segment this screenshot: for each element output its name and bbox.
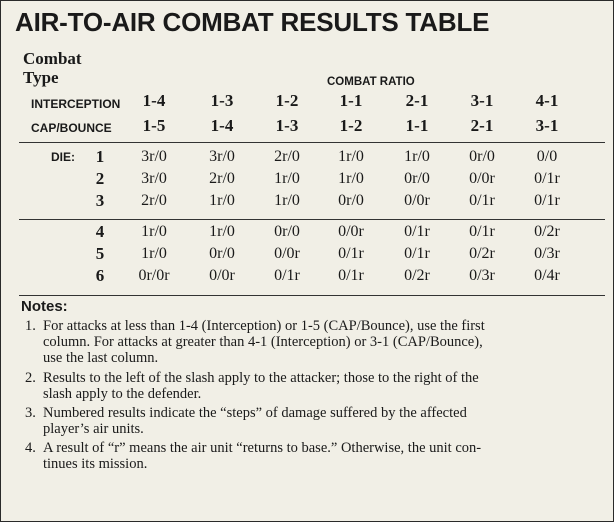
result-cell: 0/1r: [469, 223, 495, 240]
note-line: slash apply to the defender.: [43, 386, 202, 402]
note-text: [43, 440, 591, 472]
note-item: [25, 370, 591, 402]
combat-type-line-1: Combat: [23, 49, 82, 68]
result-cell: 0/0r: [274, 245, 300, 262]
result-cell: 0/2r: [534, 223, 560, 240]
cap-bounce-ratio: 1-5: [142, 116, 166, 135]
combat-type-line-2: Type: [23, 68, 59, 87]
header-divider: [19, 142, 605, 143]
interception-ratio: 1-1: [339, 91, 363, 110]
notes-divider: [19, 295, 605, 296]
die-number: 2: [95, 169, 105, 188]
table-title: AIR-TO-AIR COMBAT RESULTS TABLE: [15, 7, 490, 37]
cap-bounce-label: CAP/BOUNCE: [31, 121, 112, 135]
result-cell: 0/1r: [404, 245, 430, 262]
note-line: column. For attacks at greater than 4-1 (Interception) or 3-1 (CAP/Bounce),: [43, 334, 483, 350]
result-cell: 1r/0: [404, 148, 430, 165]
result-cell: 2r/0: [141, 192, 167, 209]
result-cell: 1r/0: [338, 148, 364, 165]
note-item: [25, 440, 591, 472]
notes-title: Notes:: [21, 298, 68, 315]
note-item: [25, 405, 591, 437]
note-line: For attacks at less than 1-4 (Interception) or 1-5 (CAP/Bounce), use the first: [43, 318, 485, 334]
die-label: DIE:: [51, 150, 75, 164]
result-cell: 0/1r: [404, 223, 430, 240]
result-cell: 0r/0: [338, 192, 364, 209]
result-cell: 0/1r: [274, 267, 300, 284]
cap-bounce-ratio: 1-1: [405, 116, 429, 135]
note-line: use the last column.: [43, 350, 159, 366]
note-line: Numbered results indicate the “steps” of damage suffered by the affected: [43, 405, 467, 421]
result-cell: 0/1r: [534, 192, 560, 209]
interception-ratio: 3-1: [470, 91, 494, 110]
result-cell: 1r/0: [141, 245, 167, 262]
note-text: [43, 405, 591, 437]
note-line: Results to the left of the slash apply to the attacker; those to the right of the: [43, 370, 479, 386]
cap-bounce-ratio: 3-1: [535, 116, 559, 135]
result-cell: 0/3r: [469, 267, 495, 284]
result-cell: 0/1r: [534, 170, 560, 187]
result-cell: 0r/0: [404, 170, 430, 187]
result-cell: 0r/0: [469, 148, 495, 165]
result-cell: 0/1r: [338, 245, 364, 262]
result-cell: 1r/0: [209, 192, 235, 209]
die-number: 1: [95, 147, 105, 166]
note-text: [43, 318, 591, 366]
note-number: 4.: [25, 440, 36, 456]
result-cell: 1r/0: [274, 170, 300, 187]
result-cell: 1r/0: [338, 170, 364, 187]
cap-bounce-ratio: 2-1: [470, 116, 494, 135]
die-number: 5: [95, 244, 105, 263]
result-cell: 2r/0: [274, 148, 300, 165]
result-cell: 2r/0: [209, 170, 235, 187]
interception-ratio: 1-2: [275, 91, 299, 110]
note-line: player’s air units.: [43, 421, 144, 437]
result-cell: 0/2r: [469, 245, 495, 262]
interception-ratio: 1-4: [142, 91, 166, 110]
interception-ratio: 1-3: [210, 91, 234, 110]
result-cell: 0/4r: [534, 267, 560, 284]
result-cell: 3r/0: [141, 170, 167, 187]
result-cell: 1r/0: [274, 192, 300, 209]
combat-type-label: [23, 49, 82, 87]
die-number: 3: [95, 191, 105, 210]
result-cell: 0/3r: [534, 245, 560, 262]
die-number: 6: [95, 266, 105, 285]
result-cell: 0r/0r: [138, 267, 170, 284]
result-cell: 0/1r: [469, 192, 495, 209]
result-cell: 0r/0: [209, 245, 235, 262]
note-line: tinues its mission.: [43, 456, 148, 472]
cap-bounce-ratio: 1-4: [210, 116, 234, 135]
result-cell: 0r/0: [274, 223, 300, 240]
result-cell: 0/0r: [469, 170, 495, 187]
result-cell: 3r/0: [141, 148, 167, 165]
interception-label: INTERCEPTION: [31, 97, 121, 111]
cap-bounce-ratio: 1-2: [339, 116, 363, 135]
interception-ratio: 2-1: [405, 91, 429, 110]
result-cell: 1r/0: [209, 223, 235, 240]
result-cell: 0/0r: [338, 223, 364, 240]
note-number: 2.: [25, 370, 36, 386]
result-cell: 3r/0: [209, 148, 235, 165]
note-line: A result of “r” means the air unit “returns to base.” Otherwise, the unit con-: [43, 440, 482, 456]
note-number: 1.: [25, 318, 36, 334]
note-text: [43, 370, 591, 402]
cap-bounce-ratio: 1-3: [275, 116, 299, 135]
result-cell: 0/0r: [404, 192, 430, 209]
result-cell: 0/0r: [209, 267, 235, 284]
result-cell: 0/0: [536, 148, 558, 165]
result-cell: 0/2r: [404, 267, 430, 284]
result-cell: 1r/0: [141, 223, 167, 240]
result-cell: 0/1r: [338, 267, 364, 284]
middle-divider: [19, 219, 605, 220]
combat-ratio-heading: COMBAT RATIO: [327, 76, 415, 88]
interception-ratio: 4-1: [535, 91, 559, 110]
die-number: 4: [95, 222, 105, 241]
note-item: [25, 318, 591, 366]
note-number: 3.: [25, 405, 36, 421]
